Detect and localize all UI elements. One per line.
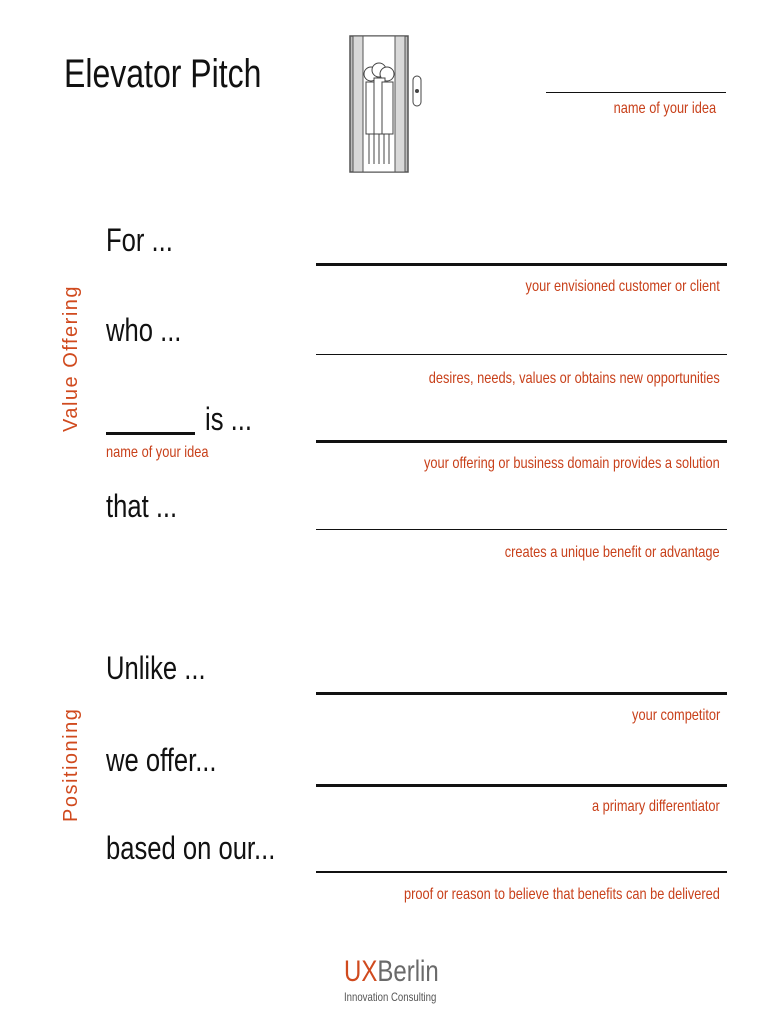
inline-idea-hint: name of your idea — [106, 444, 209, 461]
hint-offering: your offering or business domain provides a solution — [424, 455, 720, 472]
hint-proof: proof or reason to believe that benefits can be delivered — [404, 886, 720, 903]
page-title: Elevator Pitch — [64, 52, 262, 96]
answer-line-needs — [316, 354, 727, 355]
prompt-for: For ... — [106, 222, 173, 258]
hint-competitor: your competitor — [631, 707, 720, 724]
answer-line-differentiator — [316, 784, 727, 787]
hint-customer: your envisioned customer or client — [525, 278, 720, 295]
answer-line-benefit — [316, 529, 727, 530]
hint-benefit: creates a unique benefit or advantage — [505, 544, 720, 561]
prompt-that: that ... — [106, 488, 178, 524]
answer-line-competitor — [316, 692, 727, 695]
prompt-based-on: based on our... — [106, 830, 276, 866]
answer-line-customer — [316, 263, 727, 266]
prompt-who: who ... — [106, 312, 182, 348]
idea-name-line — [546, 92, 726, 93]
elevator-icon — [347, 34, 427, 176]
idea-name-hint: name of your idea — [613, 100, 716, 117]
answer-line-offering — [316, 440, 727, 443]
idea-name-blank-line — [106, 432, 195, 435]
prompt-unlike: Unlike ... — [106, 650, 206, 686]
logo-tagline: Innovation Consulting — [344, 990, 437, 1004]
logo-ux: UX — [344, 955, 378, 988]
hint-differentiator: a primary differentiator — [592, 798, 720, 815]
logo-berlin: Berlin — [377, 955, 439, 988]
hint-needs: desires, needs, values or obtains new opportunities — [428, 370, 720, 387]
prompt-we-offer: we offer... — [106, 742, 217, 778]
section-value-offering: Value Offering — [60, 284, 82, 432]
logo — [344, 956, 462, 1004]
section-positioning: Positioning — [60, 707, 82, 822]
answer-line-proof — [316, 871, 727, 873]
prompt-is: is ... — [205, 401, 252, 437]
